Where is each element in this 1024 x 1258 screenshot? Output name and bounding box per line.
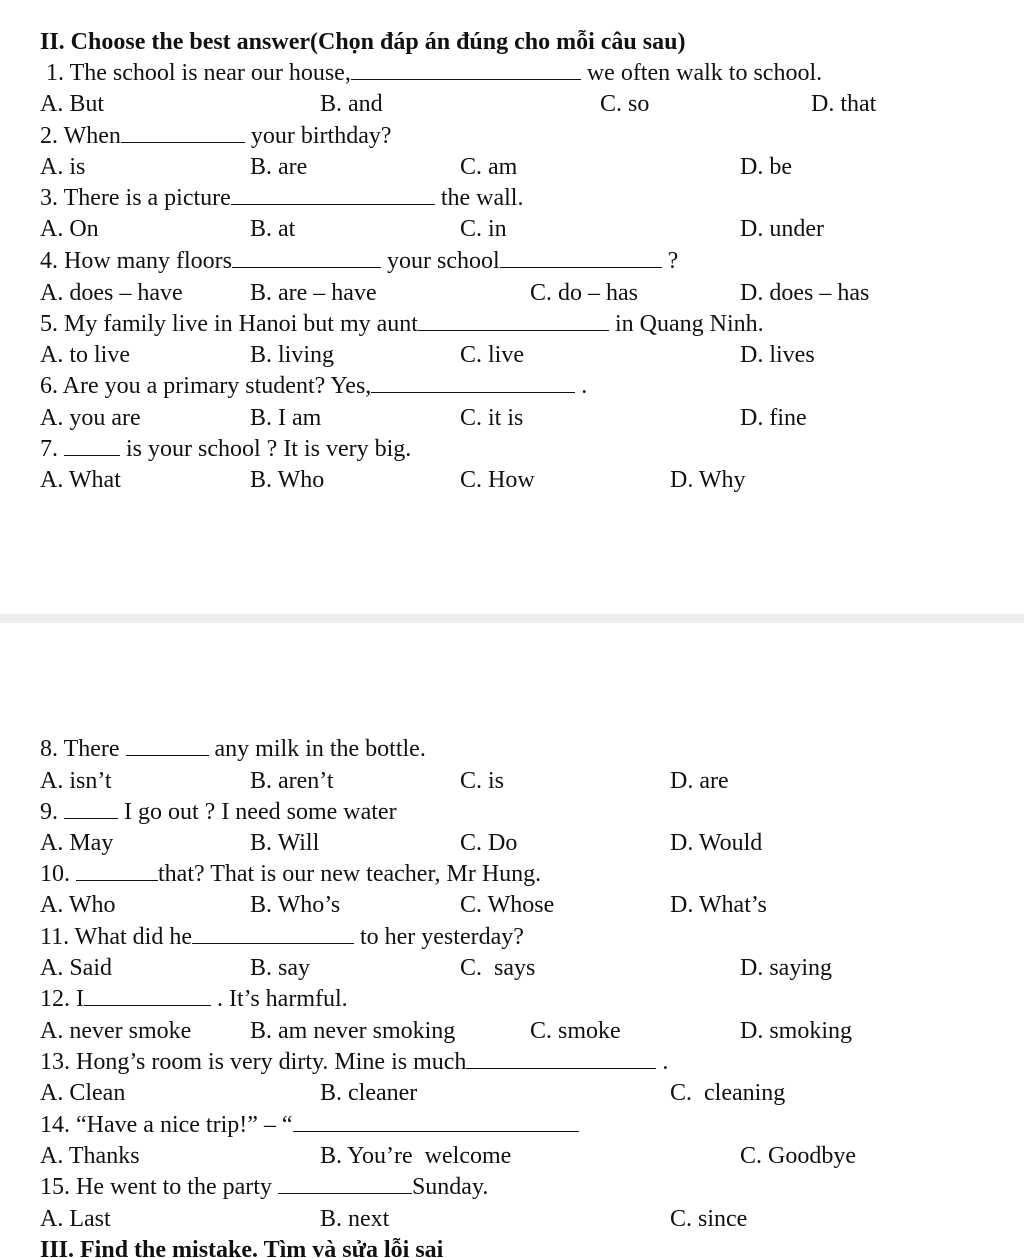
option-c: C. in	[460, 216, 507, 242]
q3-text: 3. There is a picture	[40, 185, 231, 211]
page-separator	[0, 614, 1024, 623]
q9-text: 9.	[40, 799, 64, 825]
q8-text: 8. There	[40, 736, 126, 762]
q11-text: 11. What did he	[40, 924, 192, 950]
question-12	[40, 985, 348, 1013]
option-d: D. What’s	[670, 892, 767, 918]
q1-text: 1. The school is near our house,	[46, 60, 351, 86]
question-2	[40, 122, 392, 150]
question-11	[40, 923, 524, 951]
q2-text-end: your birthday?	[244, 123, 392, 149]
option-b: B. Who	[250, 467, 325, 493]
option-a: A. Said	[40, 955, 112, 981]
q14-text: 14. “Have a nice trip!” – “	[40, 1112, 293, 1138]
q12-text-end: . It’s harmful.	[211, 986, 348, 1012]
option-b: B. at	[250, 216, 296, 242]
option-b: B. I am	[250, 405, 322, 431]
option-c: C. smoke	[530, 1018, 621, 1044]
option-c: C. cleaning	[670, 1080, 786, 1106]
q4-text-end: ?	[661, 248, 679, 274]
question-3	[40, 184, 523, 212]
option-d: D. that	[811, 91, 877, 117]
q13-text: 13. Hong’s room is very dirty. Mine is much	[40, 1049, 467, 1075]
option-c: C. do – has	[530, 280, 638, 306]
answer-blank	[64, 798, 118, 819]
option-a: A. is	[40, 154, 86, 180]
option-b: B. next	[320, 1206, 390, 1232]
question-14	[40, 1111, 579, 1139]
option-b: B. aren’t	[250, 768, 334, 794]
q4-text: 4. How many floors	[40, 248, 232, 274]
question-4	[40, 247, 678, 275]
option-d: D. Why	[670, 467, 746, 493]
q7-text: 7.	[40, 436, 64, 462]
answer-blank	[371, 372, 575, 393]
option-d: D. does – has	[740, 280, 870, 306]
question-7	[40, 435, 411, 463]
option-c: C. says	[460, 955, 536, 981]
option-a: A. What	[40, 467, 121, 493]
q9-text-end: I go out ? I need some water	[118, 799, 397, 825]
section-title: II. Choose the best answer(Chọn đáp án đúng cho mỗi câu sau)	[40, 29, 686, 55]
option-c: C. How	[460, 467, 535, 493]
answer-blank	[231, 184, 435, 205]
question-5	[40, 310, 764, 338]
answer-blank	[232, 247, 381, 268]
q15-text: 15. He went to the party	[40, 1174, 278, 1200]
option-d: D. are	[670, 768, 729, 794]
option-b: B. Will	[250, 830, 320, 856]
q13-text-end: .	[656, 1049, 669, 1075]
answer-blank	[293, 1111, 579, 1132]
next-section-title-partial	[40, 1236, 640, 1258]
answer-blank	[500, 247, 662, 268]
option-d: D. smoking	[740, 1018, 853, 1044]
question-6	[40, 372, 587, 400]
option-c: C. is	[460, 768, 505, 794]
option-c: C. live	[460, 342, 524, 368]
q15-text-end: Sunday.	[411, 1174, 489, 1200]
option-b: B. am never smoking	[250, 1018, 456, 1044]
option-a: A. does – have	[40, 280, 183, 306]
question-9	[40, 798, 397, 826]
option-a: A. isn’t	[40, 768, 112, 794]
option-a: A. Who	[40, 892, 116, 918]
q6-text: 6. Are you a primary student? Yes,	[40, 373, 372, 399]
option-b: B. say	[250, 955, 310, 981]
option-a: A. Thanks	[40, 1143, 140, 1169]
q11-text-end: to her yesterday?	[353, 924, 524, 950]
option-d: D. Would	[670, 830, 763, 856]
question-1	[46, 59, 822, 87]
answer-blank	[278, 1173, 412, 1194]
q7-text-end: is your school ? It is very big.	[120, 436, 412, 462]
q6-text-end: .	[575, 373, 588, 399]
option-b: B. cleaner	[320, 1080, 418, 1106]
option-a: A. May	[40, 830, 114, 856]
option-c: C. Goodbye	[740, 1143, 856, 1169]
q3-text-end: the wall.	[434, 185, 524, 211]
option-a: A. you are	[40, 405, 141, 431]
answer-blank	[126, 735, 209, 756]
answer-blank	[418, 310, 609, 331]
option-b: B. living	[250, 342, 335, 368]
answer-blank	[192, 923, 354, 944]
option-c: C. am	[460, 154, 518, 180]
option-d: D. under	[740, 216, 824, 242]
option-b: B. are	[250, 154, 308, 180]
option-c: C. Whose	[460, 892, 555, 918]
answer-blank	[84, 985, 211, 1006]
option-a: A. to live	[40, 342, 130, 368]
q8-text-end: any milk in the bottle.	[208, 736, 426, 762]
q1-text-end: we often walk to school.	[580, 60, 823, 86]
answer-blank	[466, 1048, 656, 1069]
option-c: C. since	[670, 1206, 748, 1232]
q5-text: 5. My family live in Hanoi but my aunt	[40, 311, 418, 337]
question-13	[40, 1048, 668, 1076]
option-a: A. But	[40, 91, 105, 117]
q2-text: 2. When	[40, 123, 121, 149]
answer-blank	[121, 122, 245, 143]
option-a: A. never smoke	[40, 1018, 192, 1044]
option-a: A. On	[40, 216, 99, 242]
option-b: B. You’re welcome	[320, 1143, 512, 1169]
q4-text-mid: your school	[380, 248, 500, 274]
option-b: B. and	[320, 91, 383, 117]
option-b: B. are – have	[250, 280, 377, 306]
answer-blank	[351, 59, 581, 80]
option-c: C. so	[600, 91, 650, 117]
question-15	[40, 1173, 488, 1201]
option-d: D. lives	[740, 342, 815, 368]
option-d: D. saying	[740, 955, 832, 981]
question-10	[40, 860, 541, 888]
option-a: A. Clean	[40, 1080, 126, 1106]
option-c: C. it is	[460, 405, 524, 431]
next-section-title: III. Find the mistake. Tìm và sửa lỗi sai	[40, 1237, 444, 1258]
option-a: A. Last	[40, 1206, 111, 1232]
option-d: D. be	[740, 154, 792, 180]
option-c: C. Do	[460, 830, 518, 856]
q12-text: 12. I	[40, 986, 84, 1012]
answer-blank	[64, 435, 120, 456]
q10-text: 10.	[40, 861, 76, 887]
answer-blank	[76, 860, 158, 881]
option-b: B. Who’s	[250, 892, 341, 918]
question-8	[40, 735, 426, 763]
option-d: D. fine	[740, 405, 807, 431]
q5-text-end: in Quang Ninh.	[608, 311, 764, 337]
q10-text-end: that? That is our new teacher, Mr Hung.	[158, 861, 542, 887]
